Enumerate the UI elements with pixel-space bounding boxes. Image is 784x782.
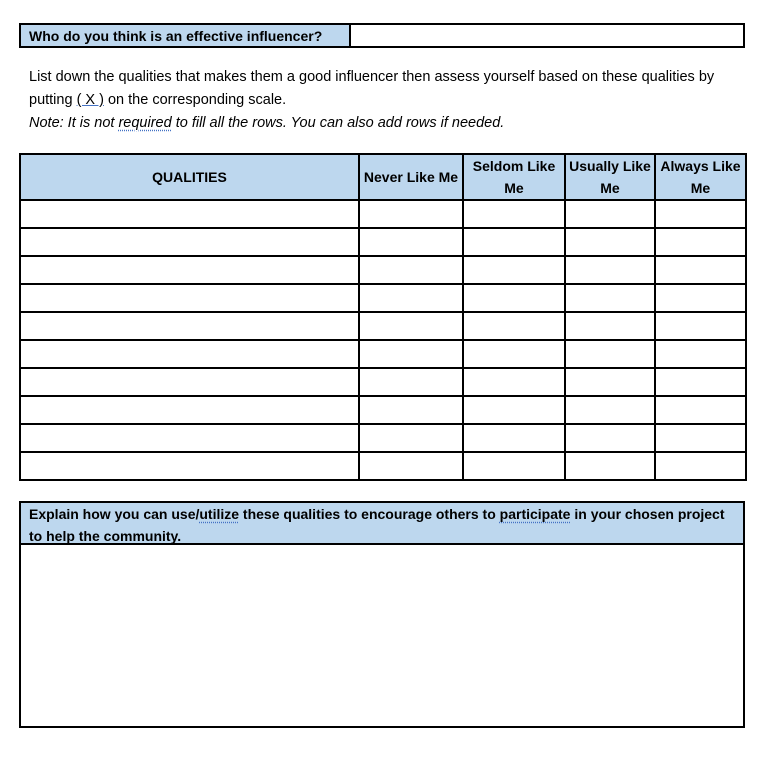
- question-label: Who do you think is an effective influencer?: [21, 25, 351, 46]
- usually-cell[interactable]: [565, 256, 655, 284]
- prompt-utilize: utilize: [199, 506, 240, 522]
- usually-cell[interactable]: [565, 452, 655, 480]
- seldom-cell[interactable]: [463, 424, 565, 452]
- seldom-cell[interactable]: [463, 284, 565, 312]
- always-cell[interactable]: [655, 228, 746, 256]
- usually-cell[interactable]: [565, 228, 655, 256]
- usually-cell[interactable]: [565, 312, 655, 340]
- quality-cell[interactable]: [20, 200, 359, 228]
- always-cell[interactable]: [655, 424, 746, 452]
- never-cell[interactable]: [359, 396, 463, 424]
- table-row: [20, 340, 746, 368]
- header-always-like-me: Always Like Me: [655, 154, 746, 200]
- never-cell[interactable]: [359, 228, 463, 256]
- seldom-cell[interactable]: [463, 396, 565, 424]
- usually-cell[interactable]: [565, 200, 655, 228]
- always-cell[interactable]: [655, 284, 746, 312]
- never-cell[interactable]: [359, 256, 463, 284]
- header-seldom-like-me: Seldom Like Me: [463, 154, 565, 200]
- explain-answer-field[interactable]: [21, 545, 743, 726]
- seldom-cell[interactable]: [463, 256, 565, 284]
- table-row: [20, 396, 746, 424]
- instructions-note: [29, 112, 749, 135]
- quality-cell[interactable]: [20, 284, 359, 312]
- never-cell[interactable]: [359, 424, 463, 452]
- header-qualities: QUALITIES: [20, 154, 359, 200]
- explain-prompt: [21, 503, 743, 545]
- note-end: to fill all the rows. You can also add rows if needed.: [171, 115, 505, 131]
- table-row: [20, 200, 746, 228]
- quality-cell[interactable]: [20, 228, 359, 256]
- never-cell[interactable]: [359, 452, 463, 480]
- instructions-text: [29, 66, 749, 112]
- always-cell[interactable]: [655, 312, 746, 340]
- quality-cell[interactable]: [20, 424, 359, 452]
- quality-cell[interactable]: [20, 452, 359, 480]
- note-part: Note: It is not: [29, 115, 119, 131]
- never-cell[interactable]: [359, 284, 463, 312]
- instructions-line-end: on the corresponding scale.: [103, 92, 287, 108]
- header-never-like-me: Never Like Me: [359, 154, 463, 200]
- table-row: [20, 228, 746, 256]
- always-cell[interactable]: [655, 340, 746, 368]
- never-cell[interactable]: [359, 368, 463, 396]
- explain-section: [19, 501, 745, 728]
- quality-cell[interactable]: [20, 368, 359, 396]
- table-row: [20, 424, 746, 452]
- usually-cell[interactable]: [565, 368, 655, 396]
- usually-cell[interactable]: [565, 424, 655, 452]
- question-answer-field[interactable]: [351, 25, 743, 46]
- always-cell[interactable]: [655, 200, 746, 228]
- table-row: [20, 256, 746, 284]
- always-cell[interactable]: [655, 452, 746, 480]
- instructions-line-part: List down the qualities that makes them a good influencer then assess yourself based on these qualities by putting: [29, 69, 715, 108]
- usually-cell[interactable]: [565, 396, 655, 424]
- quality-cell[interactable]: [20, 340, 359, 368]
- never-cell[interactable]: [359, 312, 463, 340]
- quality-cell[interactable]: [20, 256, 359, 284]
- prompt-part: Explain how you can use/: [29, 506, 200, 522]
- prompt-end: in your chosen project to help the community.: [29, 506, 725, 544]
- table-row: [20, 368, 746, 396]
- question-row: [19, 23, 745, 48]
- prompt-participate: participate: [499, 506, 571, 522]
- always-cell[interactable]: [655, 396, 746, 424]
- seldom-cell[interactable]: [463, 200, 565, 228]
- seldom-cell[interactable]: [463, 312, 565, 340]
- qualities-table: [19, 153, 747, 481]
- always-cell[interactable]: [655, 368, 746, 396]
- quality-cell[interactable]: [20, 312, 359, 340]
- seldom-cell[interactable]: [463, 228, 565, 256]
- quality-cell[interactable]: [20, 396, 359, 424]
- seldom-cell[interactable]: [463, 368, 565, 396]
- header-usually-like-me: Usually Like Me: [565, 154, 655, 200]
- table-row: [20, 452, 746, 480]
- never-cell[interactable]: [359, 200, 463, 228]
- usually-cell[interactable]: [565, 340, 655, 368]
- x-mark: ( X ): [76, 92, 104, 108]
- usually-cell[interactable]: [565, 284, 655, 312]
- always-cell[interactable]: [655, 256, 746, 284]
- note-required: required: [118, 115, 172, 131]
- table-row: [20, 284, 746, 312]
- never-cell[interactable]: [359, 340, 463, 368]
- instructions: [29, 66, 749, 135]
- seldom-cell[interactable]: [463, 340, 565, 368]
- prompt-part: these qualities to encourage others to: [239, 506, 500, 522]
- seldom-cell[interactable]: [463, 452, 565, 480]
- table-row: [20, 312, 746, 340]
- table-header-row: [20, 154, 746, 200]
